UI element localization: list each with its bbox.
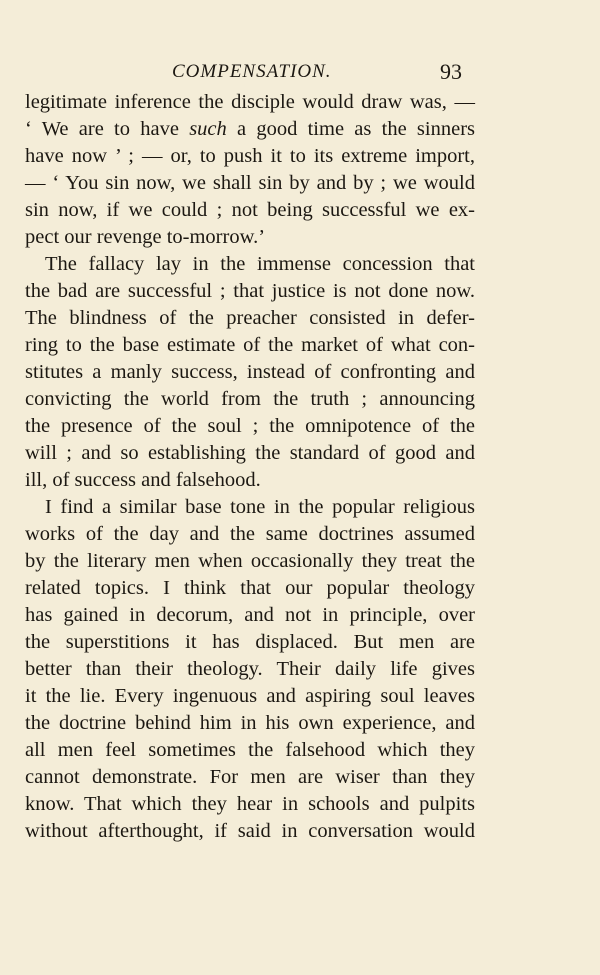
text-line: by the literary men when occasionally they treat the (25, 550, 475, 572)
text-line: The fallacy lay in the immense concession that (45, 253, 475, 275)
text-line: the doctrine behind him in his own experience, and (25, 712, 475, 734)
text-line: convicting the world from the truth ; announcing (25, 388, 475, 410)
text-line: the bad are successful ; that justice is not done now. (25, 280, 475, 302)
text-line: cannot demonstrate. For men are wiser than they (25, 766, 475, 788)
page-number: 93 (440, 59, 462, 84)
text-line (25, 116, 475, 143)
text-line: pect our revenge to-morrow.’ (25, 226, 266, 248)
text-line: have now ’ ; — or, to push it to its extreme import, (25, 145, 475, 167)
text-line: ill, of success and falsehood. (25, 469, 261, 491)
text-line: ring to the base estimate of the market of what con- (25, 334, 475, 356)
text-line: stitutes a manly success, instead of confronting and (25, 361, 475, 383)
text-line: know. That which they hear in schools and pulpits (25, 793, 475, 815)
text-line: related topics. I think that our popular theology (25, 577, 475, 599)
text-line: the superstitions it has displaced. But men are (25, 631, 475, 653)
text-line: The blindness of the preacher consisted in defer- (25, 307, 475, 329)
text-line: it the lie. Every ingenuous and aspiring soul leaves (25, 685, 475, 707)
page-header (0, 61, 600, 91)
text-line: works of the day and the same doctrines assumed (25, 523, 475, 545)
body-text (25, 89, 475, 845)
text-line: I find a similar base tone in the popular religious (45, 496, 475, 518)
text-line: all men feel sometimes the falsehood which they (25, 739, 475, 761)
italic-word: such (189, 118, 227, 140)
text-line: the presence of the soul ; the omnipotence of the (25, 415, 475, 437)
text-line: will ; and so establishing the standard of good and (25, 442, 475, 464)
text-line: better than their theology. Their daily life gives (25, 658, 475, 680)
text-line: has gained in decorum, and not in principle, over (25, 604, 475, 626)
text-line: legitimate inference the disciple would draw was, — (25, 91, 475, 113)
text-line: without afterthought, if said in conversation would (25, 820, 475, 842)
running-title: COMPENSATION. (172, 61, 332, 82)
text-line: sin now, if we could ; not being successful we ex- (25, 199, 475, 221)
text-segment: a good time as the sinners (226, 118, 475, 140)
text-segment: ‘ We are to have (25, 118, 190, 140)
text-line: — ‘ You sin now, we shall sin by and by ; we would (25, 172, 475, 194)
